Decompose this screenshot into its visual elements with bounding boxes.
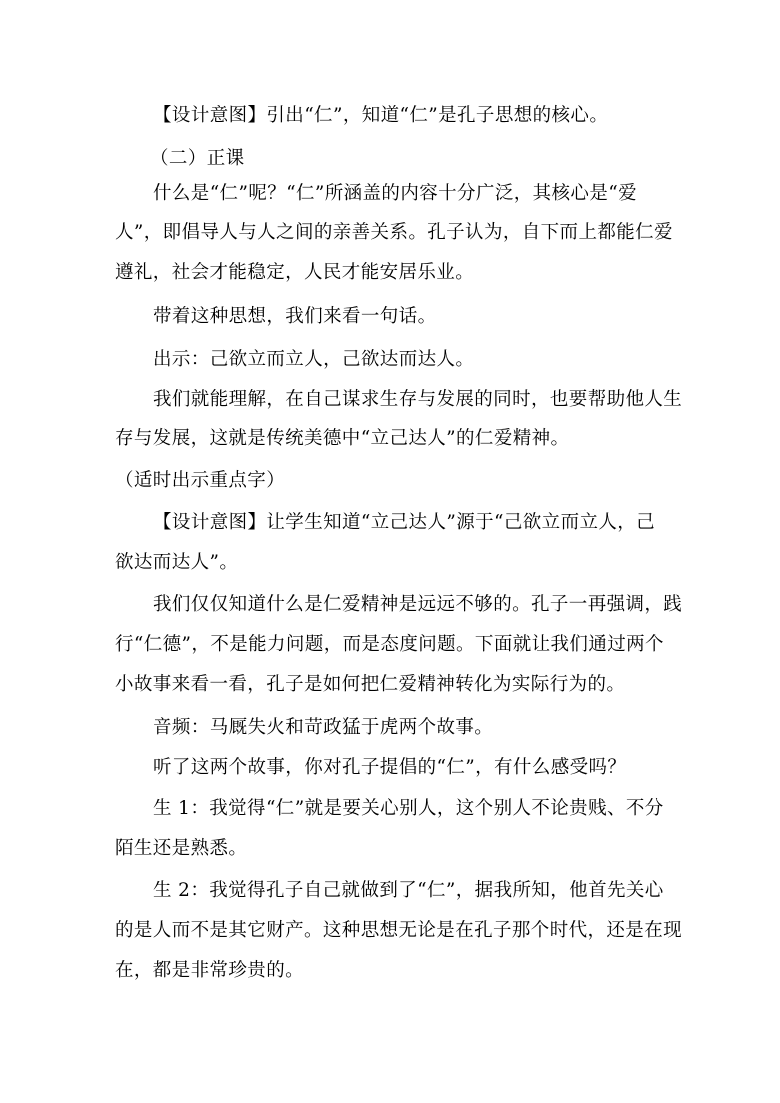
paragraph-audio: 音频：马厩失火和苛政猛于虎两个故事。 [153,717,494,738]
paragraph-1-line-2: 人”，即倡导人与人之间的亲善关系。孔子认为，自下而上都能仁爱 [115,222,673,243]
student-2-line-1: 生 2：我觉得孔子自己就做到了“仁”，据我所知，他首先关心 [153,880,664,901]
paragraph-1-line-3: 遵礼，社会才能稳定，人民才能安居乐业。 [115,262,475,283]
student-1-line-1: 生 1：我觉得“仁”就是要关心别人，这个别人不论贵贱、不分 [153,798,664,819]
paragraph-4-line-3: 小故事来看一看，孔子是如何把仁爱精神转化为实际行为的。 [115,674,626,695]
paragraph-1-line-1: 什么是“仁”呢？“仁”所涵盖的内容十分广泛，其核心是“爱 [153,183,637,204]
paragraph-4-line-1: 我们仅仅知道什么是仁爱精神是远远不够的。孔子一再强调，践 [153,594,683,615]
paragraph-3-line-2: 存与发展，这就是传统美德中“立己达人”的仁爱精神。 [115,428,570,449]
student-2-line-3: 在，都是非常珍贵的。 [115,960,305,981]
design-intent-2-line-1: 【设计意图】让学生知道“立己达人”源于“己欲立而立人，己 [153,512,656,533]
note-key-characters: （适时出示重点字） [115,470,286,491]
section-heading-main-lesson: （二）正课 [150,148,245,169]
design-intent-2-line-2: 欲达而达人”。 [115,552,239,573]
paragraph-show-quote: 出示：己欲立而立人，己欲达而达人。 [153,349,475,370]
paragraph-2: 带着这种思想，我们来看一句话。 [153,306,437,327]
student-2-line-2: 的是人而不是其它财产。这种思想无论是在孔子那个时代，还是在现 [115,920,683,941]
paragraph-4-line-2: 行“仁德”，不是能力问题，而是态度问题。下面就让我们通过两个 [115,634,664,655]
paragraph-question: 听了这两个故事，你对孔子提倡的“仁”，有什么感受吗？ [153,757,627,778]
design-intent-1: 【设计意图】引出“仁”，知道“仁”是孔子思想的核心。 [153,105,609,126]
paragraph-3-line-1: 我们就能理解，在自己谋求生存与发展的同时，也要帮助他人生 [153,389,683,410]
student-1-line-2: 陌生还是熟悉。 [115,838,248,859]
